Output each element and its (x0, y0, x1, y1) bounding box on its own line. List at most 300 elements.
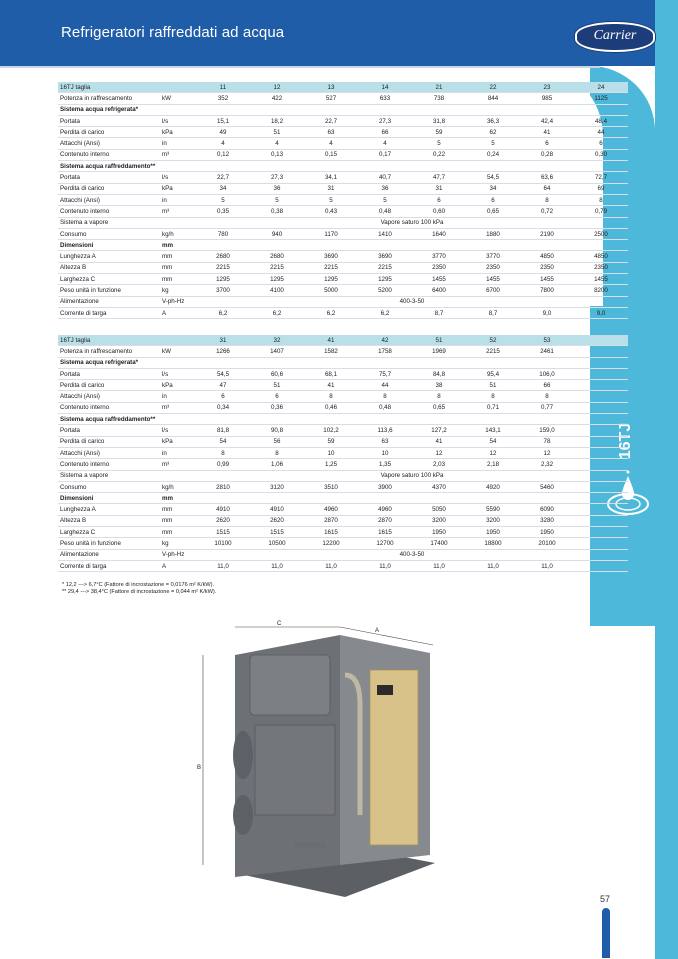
table-cell: 8 (196, 447, 250, 458)
absorber-box (255, 725, 335, 815)
header-rule (0, 66, 600, 68)
table-cell: 2,32 (520, 459, 574, 470)
table-cell (574, 493, 628, 504)
table-cell: Contenuto interno (58, 459, 160, 470)
table-cell-merged: Vapore saturo 100 kPa (196, 470, 628, 481)
table-cell: in (160, 194, 196, 205)
table-cell: 4850 (574, 251, 628, 262)
table-cell: 12 (250, 82, 304, 93)
table-cell: Portata (58, 115, 160, 126)
table-cell: kg (160, 285, 196, 296)
table-cell: 0,28 (520, 149, 574, 160)
table-cell: l/s (160, 115, 196, 126)
table-cell: 6,2 (250, 307, 304, 318)
page-number: 57 (600, 894, 611, 904)
table-cell: in (160, 391, 196, 402)
table-cell: Sistema a vapore (58, 217, 160, 228)
table-cell-merged: 400-3-50 (196, 549, 628, 560)
table-row (58, 104, 628, 115)
table-cell: 0,65 (466, 206, 520, 217)
table-cell (358, 240, 412, 251)
table-cell: 1969 (412, 346, 466, 357)
table-cell (358, 414, 412, 425)
table-cell: 10100 (196, 538, 250, 549)
table-cell: 78 (520, 436, 574, 447)
table-cell: 66 (358, 127, 412, 138)
side-band (655, 0, 678, 959)
table-row (58, 447, 628, 458)
table-cell (412, 104, 466, 115)
table-cell: 3900 (358, 481, 412, 492)
side-tab-text: 16TJ (617, 422, 635, 460)
table-cell: 2350 (466, 262, 520, 273)
table-cell (574, 560, 628, 571)
table-cell: Lunghezza A (58, 251, 160, 262)
table-cell: 6,2 (358, 307, 412, 318)
table-cell: 47,7 (412, 172, 466, 183)
table-row (58, 183, 628, 194)
table-cell: 0,43 (304, 206, 358, 217)
table-cell: 41 (520, 127, 574, 138)
table-cell: 5 (250, 194, 304, 205)
table-cell: 8 (304, 391, 358, 402)
table-cell: 47 (196, 380, 250, 391)
table-cell: m³ (160, 149, 196, 160)
table-cell: 56 (250, 436, 304, 447)
table-cell: 34 (196, 183, 250, 194)
table-cell: 1,06 (250, 459, 304, 470)
table-cell (196, 104, 250, 115)
table-cell: 81,8 (196, 425, 250, 436)
table-cell: 0,71 (466, 402, 520, 413)
table-cell: 0,12 (196, 149, 250, 160)
table-cell: mm (160, 274, 196, 285)
table-cell (412, 357, 466, 368)
table-cell: 4100 (250, 285, 304, 296)
table-cell: 8 (250, 447, 304, 458)
table-cell: m³ (160, 206, 196, 217)
table-cell: 2461 (520, 346, 574, 357)
table-cell: m³ (160, 459, 196, 470)
table-cell: 24 (574, 82, 628, 93)
table-cell: 1266 (196, 346, 250, 357)
table-cell: 1615 (358, 527, 412, 538)
table-cell: 2215 (196, 262, 250, 273)
table-cell (520, 161, 574, 172)
table-cell: 84,8 (412, 368, 466, 379)
table-cell: 0,60 (412, 206, 466, 217)
table-cell: 0,46 (304, 402, 358, 413)
table-row (58, 368, 628, 379)
table-cell: 52 (466, 335, 520, 346)
table-cell: 6,2 (196, 307, 250, 318)
table-cell: 31 (412, 183, 466, 194)
table-row (58, 357, 628, 368)
table-cell: Dimensioni (58, 493, 160, 504)
table-cell: 34,1 (304, 172, 358, 183)
table-cell: 41 (412, 436, 466, 447)
table-cell: V-ph-Hz (160, 296, 196, 307)
table-cell: 27,3 (250, 172, 304, 183)
table-row (58, 172, 628, 183)
table-cell: 0,65 (412, 402, 466, 413)
table-cell: 75,7 (358, 368, 412, 379)
table-cell: 1410 (358, 228, 412, 239)
table-cell: 12 (466, 447, 520, 458)
table-cell: mm (160, 251, 196, 262)
table-cell: 54 (196, 436, 250, 447)
table-row (58, 262, 628, 273)
table-cell: 32 (250, 335, 304, 346)
chiller-illustration (195, 615, 455, 915)
table-cell: 2620 (196, 515, 250, 526)
table-cell: 0,17 (358, 149, 412, 160)
table-row (58, 285, 628, 296)
table-cell: m³ (160, 402, 196, 413)
table-cell: 3510 (304, 481, 358, 492)
table-cell: 1515 (250, 527, 304, 538)
carrier-logo (575, 22, 655, 52)
table-cell (520, 414, 574, 425)
table-cell: Sistema a vapore (58, 470, 160, 481)
table-cell: 27,3 (358, 115, 412, 126)
table-cell: 780 (196, 228, 250, 239)
table-cell: 1170 (304, 228, 358, 239)
table-cell: 14 (358, 82, 412, 93)
table-cell (574, 357, 628, 368)
table-cell: 10 (358, 447, 412, 458)
table-cell: Sistema acqua raffreddamento** (58, 161, 160, 172)
table-cell (574, 391, 628, 402)
table-cell: 2620 (250, 515, 304, 526)
table-cell: 12 (412, 447, 466, 458)
table-cell: 53 (520, 335, 574, 346)
table-cell: Corrente di targa (58, 560, 160, 571)
table-cell: V-ph-Hz (160, 549, 196, 560)
table-cell: Sistema acqua raffreddamento** (58, 414, 160, 425)
table-cell: 20100 (520, 538, 574, 549)
table-cell: Attacchi (Ansi) (58, 391, 160, 402)
table-cell: 3120 (250, 481, 304, 492)
table-cell: 17400 (412, 538, 466, 549)
table-cell (160, 104, 196, 115)
table-cell (574, 515, 628, 526)
table-cell: 5 (412, 138, 466, 149)
table-row (58, 217, 628, 228)
table-cell: 51 (412, 335, 466, 346)
table-cell: kg/h (160, 228, 196, 239)
table-cell (574, 240, 628, 251)
table-cell: 1,35 (358, 459, 412, 470)
table-row (58, 127, 628, 138)
table-cell: Portata (58, 172, 160, 183)
table-cell (250, 414, 304, 425)
table-cell: 0,34 (196, 402, 250, 413)
table-cell: 102,2 (304, 425, 358, 436)
table-cell: 38 (412, 380, 466, 391)
table-cell (466, 357, 520, 368)
table-cell: 738 (412, 93, 466, 104)
table-cell (574, 504, 628, 515)
table-cell: 36,3 (466, 115, 520, 126)
table-cell: 8,7 (412, 307, 466, 318)
table-cell: 143,1 (466, 425, 520, 436)
table-cell: 11 (196, 82, 250, 93)
table-cell: mm (160, 240, 196, 251)
table-cell: 3200 (412, 515, 466, 526)
table-cell (574, 346, 628, 357)
table-cell: l/s (160, 368, 196, 379)
table-cell: 11,0 (412, 560, 466, 571)
table-cell: 1295 (358, 274, 412, 285)
table-cell (196, 493, 250, 504)
table-cell: 66 (520, 380, 574, 391)
table-row (58, 414, 628, 425)
table-cell: Potenza in raffrescamento (58, 346, 160, 357)
table-cell: Alimentazione (58, 549, 160, 560)
table-cell (250, 104, 304, 115)
table-row (58, 380, 628, 391)
table-cell: 1295 (304, 274, 358, 285)
table-cell: 113,6 (358, 425, 412, 436)
table-cell: Contenuto interno (58, 206, 160, 217)
table-cell (466, 240, 520, 251)
table-cell: 11,0 (250, 560, 304, 571)
table-cell: Sistema acqua refrigerata* (58, 104, 160, 115)
table-cell: 6,2 (304, 307, 358, 318)
table-cell: 2870 (304, 515, 358, 526)
table-cell: 0,48 (358, 402, 412, 413)
table-cell: 23 (520, 82, 574, 93)
table-cell: Attacchi (Ansi) (58, 138, 160, 149)
table-cell: 12200 (304, 538, 358, 549)
table-cell: 1455 (574, 274, 628, 285)
table-cell: Altezza B (58, 515, 160, 526)
dim-label-a: A (375, 628, 380, 634)
table-cell: Contenuto interno (58, 149, 160, 160)
table-cell (574, 380, 628, 391)
table-cell (574, 425, 628, 436)
table-cell: 5 (466, 138, 520, 149)
table-cell: 1950 (520, 527, 574, 538)
table-cell: 59 (304, 436, 358, 447)
table-cell: mm (160, 527, 196, 538)
table-cell (250, 161, 304, 172)
table-cell: 54,5 (196, 368, 250, 379)
table-cell (466, 493, 520, 504)
table-cell: 5 (196, 194, 250, 205)
table-cell (412, 161, 466, 172)
table-row (58, 549, 628, 560)
table-row (58, 425, 628, 436)
table-cell: 1950 (466, 527, 520, 538)
table-cell: 2,03 (412, 459, 466, 470)
table-cell: mm (160, 504, 196, 515)
table-row (58, 138, 628, 149)
table-cell: 1615 (304, 527, 358, 538)
table-cell: Consumo (58, 481, 160, 492)
table-cell (304, 240, 358, 251)
table-cell: 8 (466, 391, 520, 402)
table-cell: 2215 (466, 346, 520, 357)
table-cell: 11,0 (196, 560, 250, 571)
table-cell (520, 493, 574, 504)
table-cell (466, 161, 520, 172)
table-cell: Sistema acqua refrigerata* (58, 357, 160, 368)
table-cell: Perdita di carico (58, 183, 160, 194)
table-row (58, 296, 628, 307)
table-cell: 6400 (412, 285, 466, 296)
table-cell: 41 (304, 335, 358, 346)
table-cell (412, 240, 466, 251)
table-cell (412, 493, 466, 504)
table-cell: 6090 (520, 504, 574, 515)
table-cell: kPa (160, 380, 196, 391)
table-cell: 4 (358, 138, 412, 149)
table-cell: 2350 (412, 262, 466, 273)
table-cell: 12700 (358, 538, 412, 549)
table-cell: 95,4 (466, 368, 520, 379)
table-cell: 940 (250, 228, 304, 239)
table-row (58, 307, 628, 318)
table-cell: 18,2 (250, 115, 304, 126)
table-cell: 1455 (520, 274, 574, 285)
table-cell: 0,36 (250, 402, 304, 413)
table-row (58, 504, 628, 515)
table-cell: 0,24 (466, 149, 520, 160)
table-cell (250, 240, 304, 251)
table-cell: 985 (520, 93, 574, 104)
table-row (58, 538, 628, 549)
table-row (58, 251, 628, 262)
table-cell (160, 217, 196, 228)
table-row (58, 161, 628, 172)
table-cell (574, 368, 628, 379)
table-cell: 54 (466, 436, 520, 447)
table-cell (574, 538, 628, 549)
table-row (58, 470, 628, 481)
table-cell: 13 (304, 82, 358, 93)
table-cell: 352 (196, 93, 250, 104)
table-cell: 4960 (304, 504, 358, 515)
table-cell: 11,0 (358, 560, 412, 571)
table-cell (520, 104, 574, 115)
table-cell: 36 (358, 183, 412, 194)
table-cell: 11,0 (466, 560, 520, 571)
table-cell: Peso unità in funzione (58, 538, 160, 549)
table-cell (250, 493, 304, 504)
table-cell (520, 357, 574, 368)
table-cell (574, 527, 628, 538)
table-cell: 1515 (196, 527, 250, 538)
table-cell (160, 414, 196, 425)
table-cell: 5590 (466, 504, 520, 515)
table-cell: 6 (250, 391, 304, 402)
table-header-row (58, 82, 628, 93)
table-row (58, 93, 628, 104)
table-cell: 2350 (520, 262, 574, 273)
table-cell: 90,8 (250, 425, 304, 436)
table-cell: 41 (304, 380, 358, 391)
table-cell: 49 (196, 127, 250, 138)
table-cell: 10500 (250, 538, 304, 549)
table-cell: 5 (358, 194, 412, 205)
table-cell: 1582 (304, 346, 358, 357)
table-cell: 48,4 (574, 115, 628, 126)
table-cell: 21 (412, 82, 466, 93)
table-cell (160, 161, 196, 172)
table-cell: 11,0 (304, 560, 358, 571)
table-cell: 127,2 (412, 425, 466, 436)
table-cell: 5000 (304, 285, 358, 296)
table-cell: 0,30 (574, 149, 628, 160)
table-cell (358, 493, 412, 504)
table-cell: 9,0 (574, 307, 628, 318)
table-cell (466, 104, 520, 115)
table-row (58, 346, 628, 357)
table-cell: Alimentazione (58, 296, 160, 307)
table-row (58, 194, 628, 205)
table-cell: Dimensioni (58, 240, 160, 251)
table-cell: 1758 (358, 346, 412, 357)
table-cell: 2680 (196, 251, 250, 262)
table-cell: 3770 (412, 251, 466, 262)
spec-table-2 (58, 335, 628, 572)
table-cell: 22 (466, 82, 520, 93)
table-cell: 1295 (250, 274, 304, 285)
table-cell: 844 (466, 93, 520, 104)
table-cell: 22,7 (304, 115, 358, 126)
table-row (58, 391, 628, 402)
table-cell: 69 (574, 183, 628, 194)
table-cell: 9,0 (520, 307, 574, 318)
table-cell: 2190 (520, 228, 574, 239)
table-cell: 64 (520, 183, 574, 194)
table-cell (574, 161, 628, 172)
table-cell: 1455 (412, 274, 466, 285)
table-cell: Altezza B (58, 262, 160, 273)
table-cell: 44 (574, 127, 628, 138)
table-cell: 1455 (466, 274, 520, 285)
table-cell: 1,25 (304, 459, 358, 470)
table-cell: 2680 (250, 251, 304, 262)
table-cell (196, 414, 250, 425)
table-cell (304, 357, 358, 368)
table-row (58, 459, 628, 470)
table-cell (250, 357, 304, 368)
table-row (58, 493, 628, 504)
table-cell: 3200 (466, 515, 520, 526)
table-cell (304, 493, 358, 504)
table-cell: 8 (520, 391, 574, 402)
table-cell: 0,35 (196, 206, 250, 217)
table-cell: 8200 (574, 285, 628, 296)
table-cell: 51 (250, 127, 304, 138)
table-cell (574, 414, 628, 425)
table-cell: 63 (304, 127, 358, 138)
table-cell: 1640 (412, 228, 466, 239)
table-cell: 63,6 (520, 172, 574, 183)
logo-text: Carrier (593, 28, 637, 43)
table-cell: 4910 (250, 504, 304, 515)
table-cell (574, 481, 628, 492)
table-cell (574, 402, 628, 413)
table-cell: 51 (250, 380, 304, 391)
table-cell (160, 335, 196, 346)
table-cell: 1295 (196, 274, 250, 285)
table-row (58, 149, 628, 160)
nozzle-flange (233, 731, 253, 779)
